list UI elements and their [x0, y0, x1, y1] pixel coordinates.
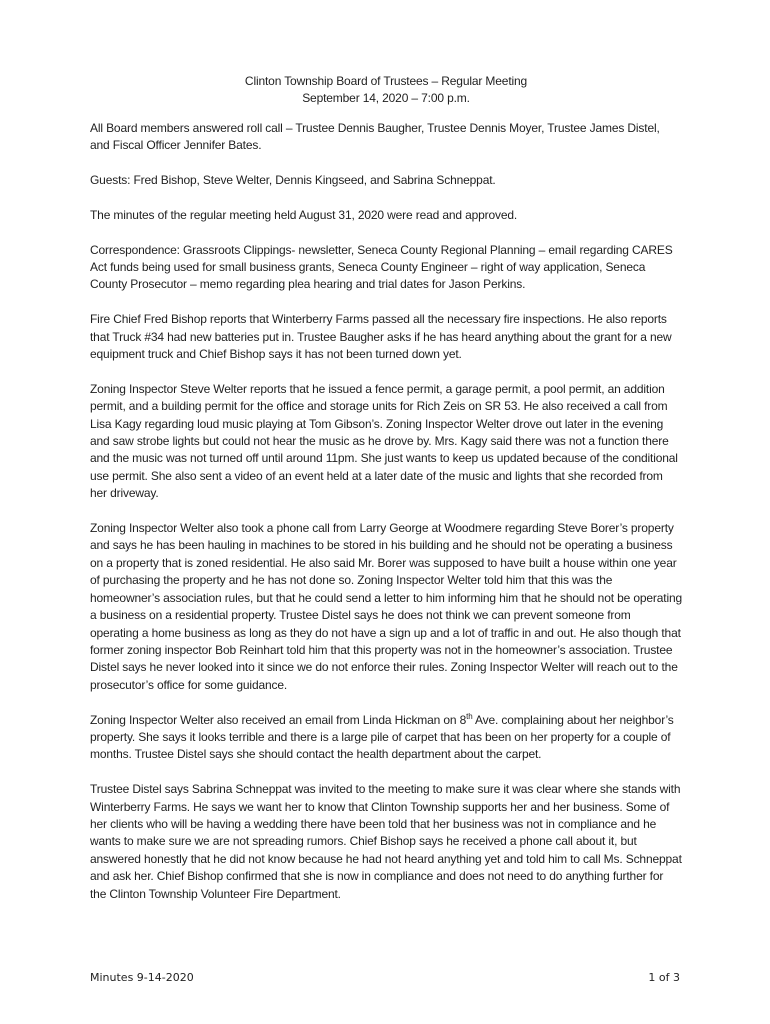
paragraph-zoning-report: Zoning Inspector Steve Welter reports that he issued a fence permit, a garage permit, a pool permit, an addition permit, and a building permit for the office and storage units for Rich Zeis on SR 53. He also received a call from Lisa Kagy regarding loud music playing at Tom Gibson’s. Zoning Inspector Welter drove out later in the evening and saw strobe lights but could not hear the music as he drove by. Mrs. Kagy said there was not a function there and the music was not turned off until around 11pm. She just wants to keep us updated because of the conditional use permit. She also sent a video of an event held at a later date of the music and lights that she recorded from her driveway. — [90, 381, 678, 501]
footer-page-number: 1 of 3 — [648, 971, 680, 984]
footer-document-name: Minutes 9-14-2020 — [90, 971, 194, 984]
page-footer — [90, 971, 680, 984]
document-title — [90, 73, 682, 108]
paragraph-correspondence: Correspondence: Grassroots Clippings- newsletter, Seneca County Regional Planning – email regarding CARES Act funds being used for small business grants, Seneca County Engineer – right of way application, Seneca County Prosecutor – memo regarding plea hearing and trial dates for Jason Perkins. — [90, 242, 673, 292]
title-line-2: September 14, 2020 – 7:00 p.m. — [302, 91, 470, 106]
document-body — [90, 73, 682, 920]
paragraph-zoning-call: Zoning Inspector Welter also took a phone call from Larry George at Woodmere regarding Steve Borer’s property and says he has been hauling in machines to be stored in his building and he should not be operating a business on a property that is zoned residential. He also said Mr. Borer was supposed to have built a house within one year of purchasing the property and he has not done so. Zoning Inspector Welter told him that this was the homeowner’s association rules, but that he could send a letter to him informing him that he should not be operating a business on a residential property. Trustee Distel says he does not think we can prevent someone from operating a home business as long as they do not have a sign up and a lot of traffic in and out. He also though that former zoning inspector Bob Reinhart told him that this property was not in the homeowner’s association. Trustee Distel says he never looked into it since we do not enforce their rules. Zoning Inspector Welter will reach out to the prosecutor’s office for some guidance. — [90, 521, 683, 692]
email-text-after: Ave. complaining about her neighbor’s property. She says it looks terrible and there is a large pile of carpet that has been on her property for a couple of months. Trustee Distel says she should contact the health department about the carpet. — [90, 712, 674, 762]
ordinal-suffix: th — [466, 711, 473, 721]
title-line-1: Clinton Township Board of Trustees – Regular Meeting — [244, 74, 528, 88]
paragraph-guests: Guests: Fred Bishop, Steve Welter, Dennis Kingseed, and Sabrina Schneppat. — [90, 173, 496, 188]
paragraph-minutes: The minutes of the regular meeting held August 31, 2020 were read and approved. — [90, 207, 518, 222]
paragraph-email — [90, 712, 682, 764]
paragraph-trustee-distel: Trustee Distel says Sabrina Schneppat was invited to the meeting to make sure it was clear where she stands with Winterberry Farms. He says we want her to know that Clinton Township supports her and her business. Some of her clients who will be having a wedding there have been told that her business was not in compliance and he wants to make sure we are not spreading rumors. Chief Bishop says he received a phone call about it, but answered honestly that he did not know because he had not heard anything yet and told him to call Ms. Schneppat and ask her. Chief Bishop confirmed that she is now in compliance and does not need to do anything further for the Clinton Township Volunteer Fire Department. — [90, 782, 682, 901]
email-text-before: Zoning Inspector Welter also received an email from Linda Hickman on 8 — [90, 712, 467, 727]
paragraph-fire-chief: Fire Chief Fred Bishop reports that Winterberry Farms passed all the necessary fire inspections. He also reports that Truck #34 had new batteries put in. Trustee Baugher asks if he has heard anything about the grant for a new equipment truck and Chief Bishop says it has not been turned down yet. — [90, 312, 672, 362]
paragraph-roll-call: All Board members answered roll call – Trustee Dennis Baugher, Trustee Dennis Moyer, Trustee James Distel, and Fiscal Officer Jennifer Bates. — [90, 120, 660, 153]
